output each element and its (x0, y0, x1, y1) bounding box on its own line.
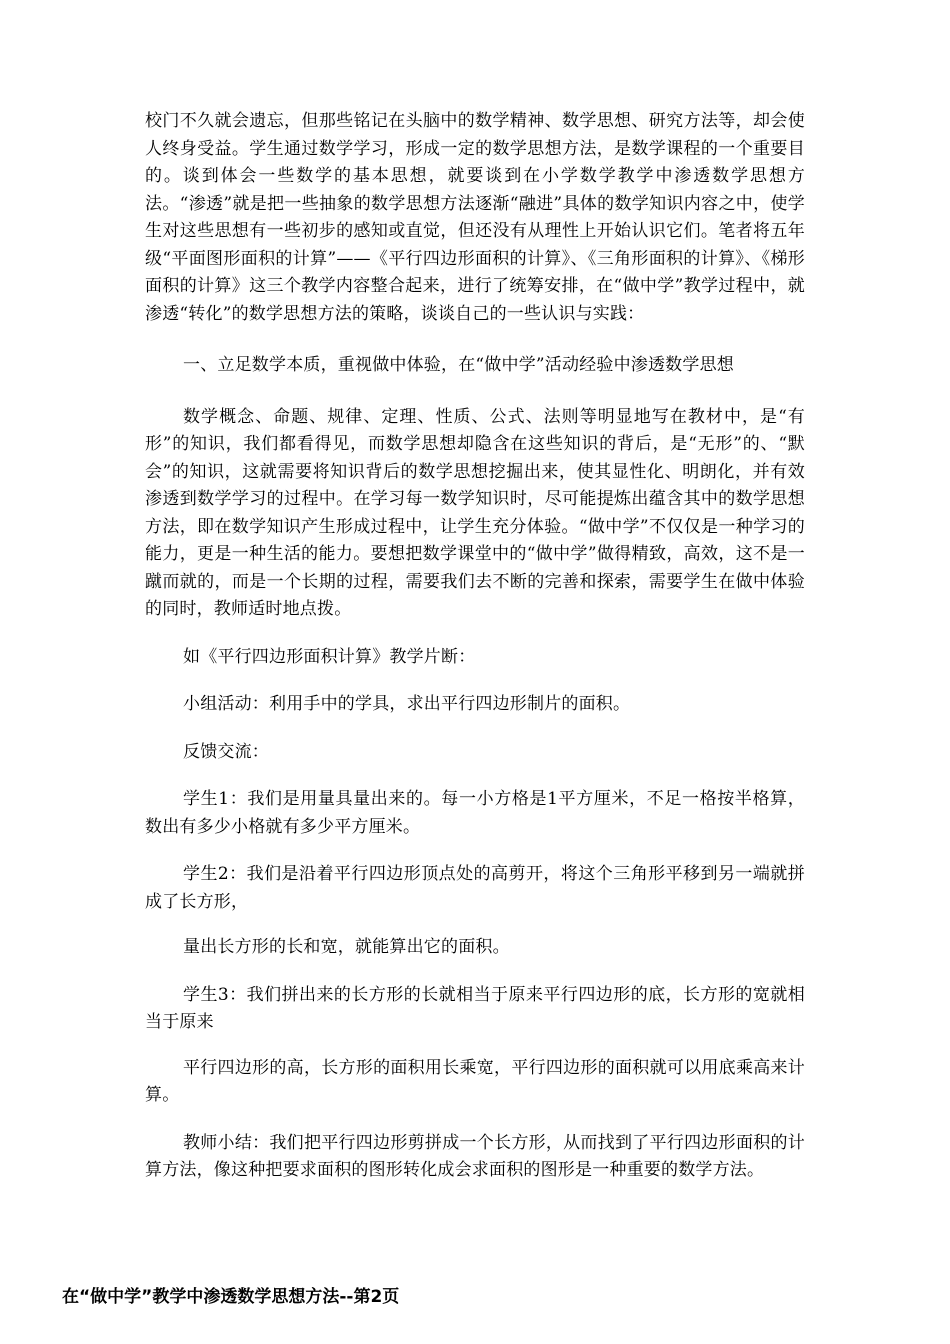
paragraph-feedback: 反馈交流： (183, 741, 269, 762)
page-footer: 在“做中学”教学中渗透数学思想方法--第2页 (62, 1287, 400, 1307)
paragraph-group-activity: 小组活动：利用手中的学具，求出平行四边形制片的面积。 (183, 694, 631, 714)
paragraph-example-intro: 如《平行四边形面积计算》教学片断： (183, 646, 476, 667)
document-body (145, 108, 805, 1185)
paragraph-student-1: 学生1：我们是用量具量出来的。每一小方格是1平方厘米，不足一格按半格算，数出有多少小格就有多少平方厘米。 (145, 789, 805, 837)
paragraph-section-1-body: 数学概念、命题、规律、定理、性质、公式、法则等明显地写在教材中，是“有形”的知识，我们都看得见，而数学思想却隐含在这些知识的背后，是“无形”的、“默会”的知识，这就需要将知识背后的数学思想挖掘出来，使其显性化、明朗化，并有效渗透到数学学习的过程中。在学习每一数学知识时，尽可能提炼出蕴含其中的数学思想方法，即在数学知识产生形成过程中，让学生充分体验。“做中学”不仅仅是一种学习的能力，更是一种生活的能力。要想把数学课堂中的“做中学”做得精致，高效，这不是一蹴而就的，而是一个长期的过程，需要我们去不断的完善和探索，需要学生在做中体验的同时，教师适时地点拨。 (145, 406, 805, 619)
paragraph-student-3: 学生3：我们拼出来的长方形的长就相当于原来平行四边形的底，长方形的宽就相当于原来 (145, 984, 805, 1032)
paragraph-student-2-continued: 量出长方形的长和宽，就能算出它的面积。 (183, 937, 510, 957)
paragraph-student-3-continued: 平行四边形的高，长方形的面积用长乘宽，平行四边形的面积就可以用底乘高来计算。 (145, 1057, 805, 1105)
paragraph-teacher-summary: 教师小结：我们把平行四边形剪拼成一个长方形，从而找到了平行四边形面积的计算方法，像这种把要求面积的图形转化成会求面积的图形是一种重要的数学方法。 (145, 1132, 805, 1180)
section-heading-1: 一、立足数学本质，重视做中体验，在“做中学”活动经验中渗透数学思想 (183, 355, 734, 375)
paragraph-intro-continued: 校门不久就会遗忘，但那些铭记在头脑中的数学精神、数学思想、研究方法等，却会使人终身受益。学生通过数学学习，形成一定的数学思想方法，是数学课程的一个重要目的。谈到体会一些数学的基本思想，就要谈到在小学数学教学中渗透数学思想方法。“渗透”就是把一些抽象的数学思想方法逐渐“融进”具体的数学知识内容之中，使学生对这些思想有一些初步的感知或直觉，但还没有从理性上开始认识它们。笔者将五年级“平面图形面积的计算”——《平行四边形面积的计算》、《三角形面积的计算》、《梯形面积的计算》这三个教学内容整合起来，进行了统筹安排，在“做中学”教学过程中，就渗透“转化”的数学思想方法的策略，谈谈自己的一些认识与实践： (145, 111, 805, 324)
paragraph-student-2: 学生2：我们是沿着平行四边形顶点处的高剪开，将这个三角形平移到另一端就拼成了长方形， (145, 864, 805, 912)
